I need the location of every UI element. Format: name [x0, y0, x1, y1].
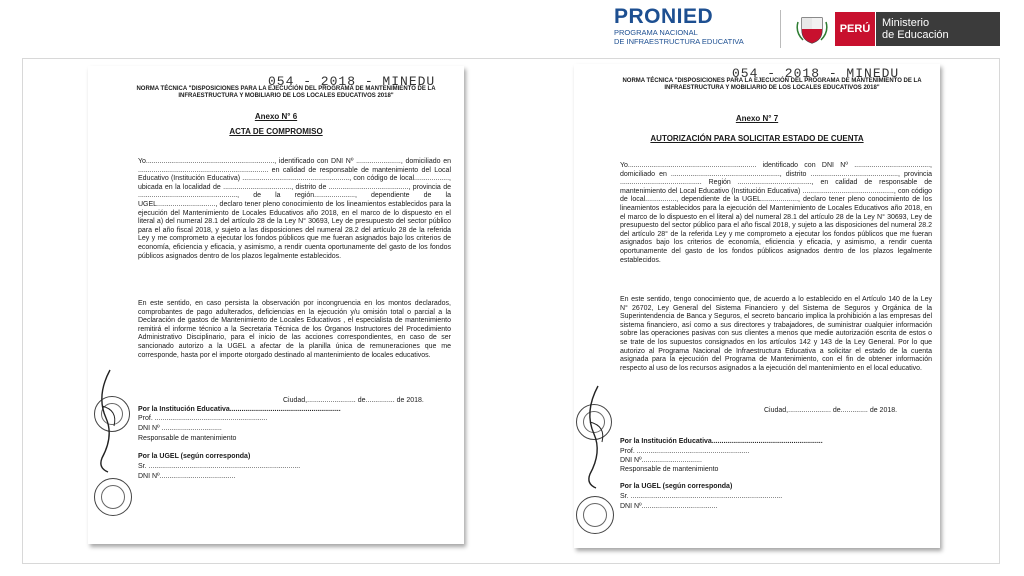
institution-label: Por la Institución Educativa.........................................................	[138, 406, 341, 413]
ministry-label	[876, 12, 1000, 46]
official-seal-icon	[576, 496, 614, 534]
official-seal-icon	[94, 478, 132, 516]
prof-line: Prof. ..........................................................	[138, 415, 268, 422]
norma-title: NORMA TÉCNICA "DISPOSICIONES PARA LA EJECUCIÓN DEL PROGRAMA DE MANTENIMIENTO DE LA INFRAESTRUCTURA Y MOBILIARIO DE LOS LOCALES EDUCATIVOS 2018"	[136, 86, 436, 99]
dni2-line: DNI Nº.......................................	[620, 503, 718, 510]
paragraph-1: Yo.................................................................., identificado con DNI Nº ......................., domiciliado en ................................................................... en calidad de responsable de mantenimiento del Local Educativo (Institución Educativa) ......................................................., con código de local.................., ubicada en la localidad de ..................................., distrito de ........................................., provincia de ..................................................., de la región....................., dependiente de la UGEL.............................., declaro tener pleno conocimiento de los lineamientos establecidos para la ejecución del Mantenimiento de Locales Educativos año 2018, en el marco de lo dispuesto en el literal a) del numeral 28.1 del artículo 28 de la Ley N° 30693, Ley de presupuesto del sector público para el año fiscal 2018, y sujeto a las disposiciones del numeral 28.2 del artículo 28 de la referida Ley y me comprometo a ejecutar los fondos públicos que me fueran asignados bajo los criterios de economía, eficiencia y eficacia, y asimismo, a rendir cuenta oportunamente del gasto de los fondos públicos asignados dentro de los plazos legalmente establecidos.	[138, 158, 451, 260]
institution-label: Por la Institución Educativa.........................................................	[620, 438, 823, 445]
ministry-line1: Ministerio	[882, 17, 930, 29]
prof-line: Prof. ..........................................................	[620, 448, 750, 455]
norma-title: NORMA TÉCNICA "DISPOSICIONES PARA LA EJECUCIÓN DEL PROGRAMA DE MANTENIMIENTO DE LA INFRAESTRUCTURA Y MOBILIARIO DE LOS LOCALES EDUCATIVOS 2018"	[622, 78, 922, 91]
dni-line: DNI Nº...............................	[620, 457, 702, 464]
pronied-logo-sub2: DE INFRAESTRUCTURA EDUCATIVA	[614, 37, 744, 46]
sr-line: Sr. ..............................................................................	[620, 493, 783, 500]
city-date-line: Ciudad,...................... de.............. de 2018.	[764, 407, 898, 414]
document-title: ACTA DE COMPROMISO	[229, 127, 323, 136]
city-date-line: Ciudad,......................... de............... de 2018.	[283, 397, 424, 404]
ugel-label: Por la UGEL (según corresponda)	[620, 483, 733, 490]
paragraph-2: En este sentido, tengo conocimiento que, de acuerdo a lo establecido en el Artículo 140 de la Ley N° 26702, Ley General del Sistema Financiero y del Sistema de Seguros y Orgánica de la Superintendencia de Banca y Seguros, el secreto bancario implica la prohibición a las empresas del sistema financiero, así como a sus directores y trabajadores, de suministrar cualquier información sobre las operaciones pasivas con sus clientes a menos que medie autorización escrita de estos o se trate de los supuestos consignados en los artículos 142 y 143 de la Ley General. Por lo que autorizo al Programa Nacional de Infraestructura Educativa a solicitar el estado de la cuenta asignada para la ejecución del Programa de Mantenimiento, con el fin de obtener información respecto al uso de los recursos asignados a la ejecución del mantenimiento en el local educativo.	[620, 296, 932, 372]
dni2-line: DNI Nº.......................................	[138, 473, 236, 480]
signature-icon	[88, 366, 132, 476]
peru-label: PERÚ	[835, 12, 875, 46]
pronied-logo-word: PRONIED	[614, 5, 714, 28]
document-title: AUTORIZACIÓN PARA SOLICITAR ESTADO DE CUENTA	[650, 134, 864, 143]
signature-icon	[574, 382, 618, 492]
document-anexo-6	[88, 66, 464, 544]
paragraph-1: Yo.................................................................. identificado con DNI Nº ......................................., domiciliado en ........................................................, distrito ............................................., provincia .......................................... Región ......................................, en calidad de responsable de mantenimiento del Local Educativo (Institución Educativa) ..............................................., con código de local................, dependiente de la UGEL..................., declaro tener pleno conocimiento de los lineamientos establecidos para la ejecución del Mantenimiento de Locales Educativos año 2018, en el marco de lo dispuesto en el literal a) del numeral 28.1 del artículo 28 de la Ley N° 30693, Ley de presupuesto del sector público para el año fiscal 2018, y sujeto a las disposiciones del numeral 28.2 del artículo 28° de la referida Ley y me comprometo a ejecutar los fondos públicos que me fueran asignados bajo los criterios de economía, eficiencia y eficacia, y asimismo, a rendir cuenta oportunamente del gasto de los fondos públicos asignados dentro de los plazos legalmente establecidos.	[620, 162, 932, 264]
logo-divider	[780, 10, 781, 48]
resolution-number: 054 - 2018 - MINEDU	[732, 66, 900, 81]
sr-line: Sr. ..............................................................................	[138, 463, 301, 470]
anexo-label: Anexo N° 7	[735, 114, 779, 123]
pronied-logo-sub1: PROGRAMA NACIONAL	[614, 28, 698, 37]
responsable-line: Responsable de mantenimiento	[620, 466, 719, 473]
resolution-number: 054 - 2018 - MINEDU	[268, 74, 436, 89]
dni-line: DNI Nº ...............................	[138, 425, 222, 432]
pronied-logo	[614, 6, 774, 52]
header-bar	[0, 0, 1024, 58]
document-anexo-7	[574, 64, 940, 548]
paragraph-2: En este sentido, en caso persista la observación por incongruencia en los montos declarados, comprobantes de pago adulterados, deficiencias en la ejecución y/u omisión total o parcial a la Declaración de gastos de Mantenimiento de Locales Educativos , el especialista de mantenimiento remitirá el informe técnico a la Secretaria Técnica de los Órganos Instructores del Procedimiento Administrativo Disciplinario, para el inicio de las acciones correspondientes, en caso de ser sancionado autorizo a la UGEL a afectar de la planilla única de remuneraciones que me corresponde, hasta por el importe otorgado destinado al mantenimiento de locales educativos.	[138, 300, 451, 359]
coat-of-arms-icon	[795, 12, 829, 46]
ugel-label: Por la UGEL (según corresponda)	[138, 453, 251, 460]
anexo-label: Anexo N° 6	[254, 112, 298, 121]
responsable-line: Responsable de mantenimiento	[138, 435, 237, 442]
ministry-line2: de Educación	[882, 29, 949, 41]
